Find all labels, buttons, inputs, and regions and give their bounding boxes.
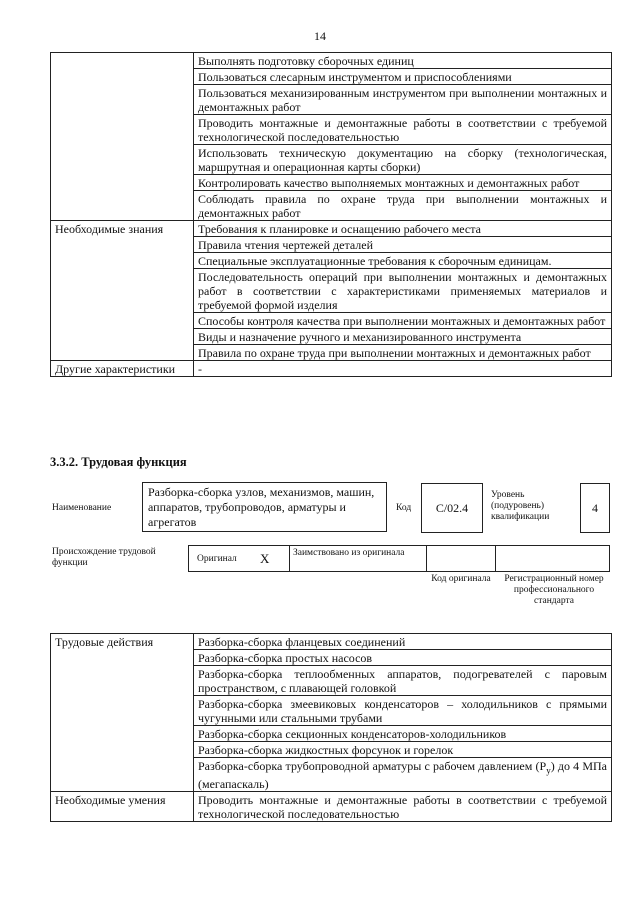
- knowledge-item: Последовательность операций при выполнении монтажных и демонтажных работ в соответствии с характеристиками применяемых материалов и требуемой формой изделия: [194, 269, 612, 313]
- knowledge-item: Виды и назначение ручного и механизированного инструмента: [194, 329, 612, 345]
- labor-action-text: Разборка-сборка трубопроводной арматуры с рабочем давлением (Р: [198, 759, 547, 773]
- labor-action-item: Разборка-сборка змеевиковых конденсаторов – холодильников с прямыми чугунными или стальными трубами: [194, 696, 612, 726]
- origin-label: Происхождение трудовой функции: [52, 547, 156, 568]
- original-mark: X: [260, 551, 270, 566]
- code-box: [421, 483, 483, 533]
- skill-item: Проводить монтажные и демонтажные работы в соответствии с требуемой технологической последовательностью: [194, 115, 612, 145]
- skill-item: Пользоваться слесарным инструментом и приспособлениями: [194, 69, 612, 85]
- table-row: [51, 221, 612, 237]
- other-characteristics-label: Другие характеристики: [51, 361, 194, 377]
- knowledge-label: Необходимые знания: [51, 221, 194, 361]
- borrowed-cell: [289, 546, 427, 571]
- pressure-subscript: у: [546, 765, 551, 776]
- labor-action-item: Разборка-сборка жидкостных форсунок и горелок: [194, 742, 612, 758]
- original-cell: [189, 546, 290, 571]
- original-label: Оригинал: [197, 554, 237, 564]
- table-row: [51, 361, 612, 377]
- skill-item: Выполнять подготовку сборочных единиц: [194, 53, 612, 69]
- code-label: Код: [396, 503, 412, 513]
- skills-label-cell: [51, 53, 194, 221]
- knowledge-item: Правила чтения чертежей деталей: [194, 237, 612, 253]
- borrowed-label: Заимствовано из оригинала: [293, 548, 405, 558]
- labor-action-text-tail: ) до 4 МПа (мегапаскаль): [198, 759, 608, 792]
- function-name-box: [142, 482, 387, 532]
- code-origin-cell: [426, 546, 496, 571]
- reg-number-cell: [495, 546, 609, 571]
- name-label: Наименование: [52, 503, 112, 513]
- page-number: 14: [314, 29, 326, 43]
- labor-action-item: Разборка-сборка теплообменных аппаратов, подогревателей с паровым пространством, с плавающей головкой: [194, 666, 612, 696]
- level-box: [580, 483, 610, 533]
- knowledge-item: Требования к планировке и оснащению рабочего места: [194, 221, 612, 237]
- labor-action-item: Разборка-сборка простых насосов: [194, 650, 612, 666]
- section-title: 3.3.2. Трудовая функция: [50, 455, 187, 469]
- code-origin-caption: Код оригинала: [431, 574, 491, 584]
- origin-row: [188, 545, 610, 572]
- skills-label: Необходимые умения: [51, 792, 194, 822]
- knowledge-item: Способы контроля качества при выполнении монтажных и демонтажных работ: [194, 313, 612, 329]
- skill-item: Пользоваться механизированным инструментом при выполнении монтажных и демонтажных работ: [194, 85, 612, 115]
- knowledge-item: Правила по охране труда при выполнении монтажных и демонтажных работ: [194, 345, 612, 361]
- knowledge-item: Специальные эксплуатационные требования к сборочным единицам.: [194, 253, 612, 269]
- skill-item: Контролировать качество выполняемых монтажных и демонтажных работ: [194, 175, 612, 191]
- skill-item: Соблюдать правила по охране труда при выполнении монтажных и демонтажных работ: [194, 191, 612, 221]
- labor-actions-table: [50, 633, 612, 822]
- labor-action-item: [194, 758, 612, 792]
- other-characteristics-value: -: [194, 361, 612, 377]
- code-value: С/02.4: [435, 500, 469, 515]
- labor-actions-label: Трудовые действия: [51, 634, 194, 792]
- level-value: 4: [592, 500, 598, 515]
- qualification-level-label: Уровень (подуровень) квалификации: [491, 490, 550, 522]
- skill-item: Проводить монтажные и демонтажные работы в соответствии с требуемой технологической последовательностью: [194, 792, 612, 822]
- skill-item: Использовать техническую документацию на сборку (технологическая, маршрутная и операционная карты сборки): [194, 145, 612, 175]
- table-row: [51, 792, 612, 822]
- table-row: [51, 53, 612, 69]
- table-row: [51, 634, 612, 650]
- competency-table: [50, 52, 612, 377]
- labor-action-item: Разборка-сборка фланцевых соединений: [194, 634, 612, 650]
- function-name-value: Разборка-сборка узлов, механизмов, машин, аппаратов, трубопроводов, арматуры и агрегатов: [148, 485, 375, 529]
- reg-number-caption: Регистрационный номер профессионального стандарта: [504, 574, 604, 606]
- labor-action-item: Разборка-сборка секционных конденсаторов-холодильников: [194, 726, 612, 742]
